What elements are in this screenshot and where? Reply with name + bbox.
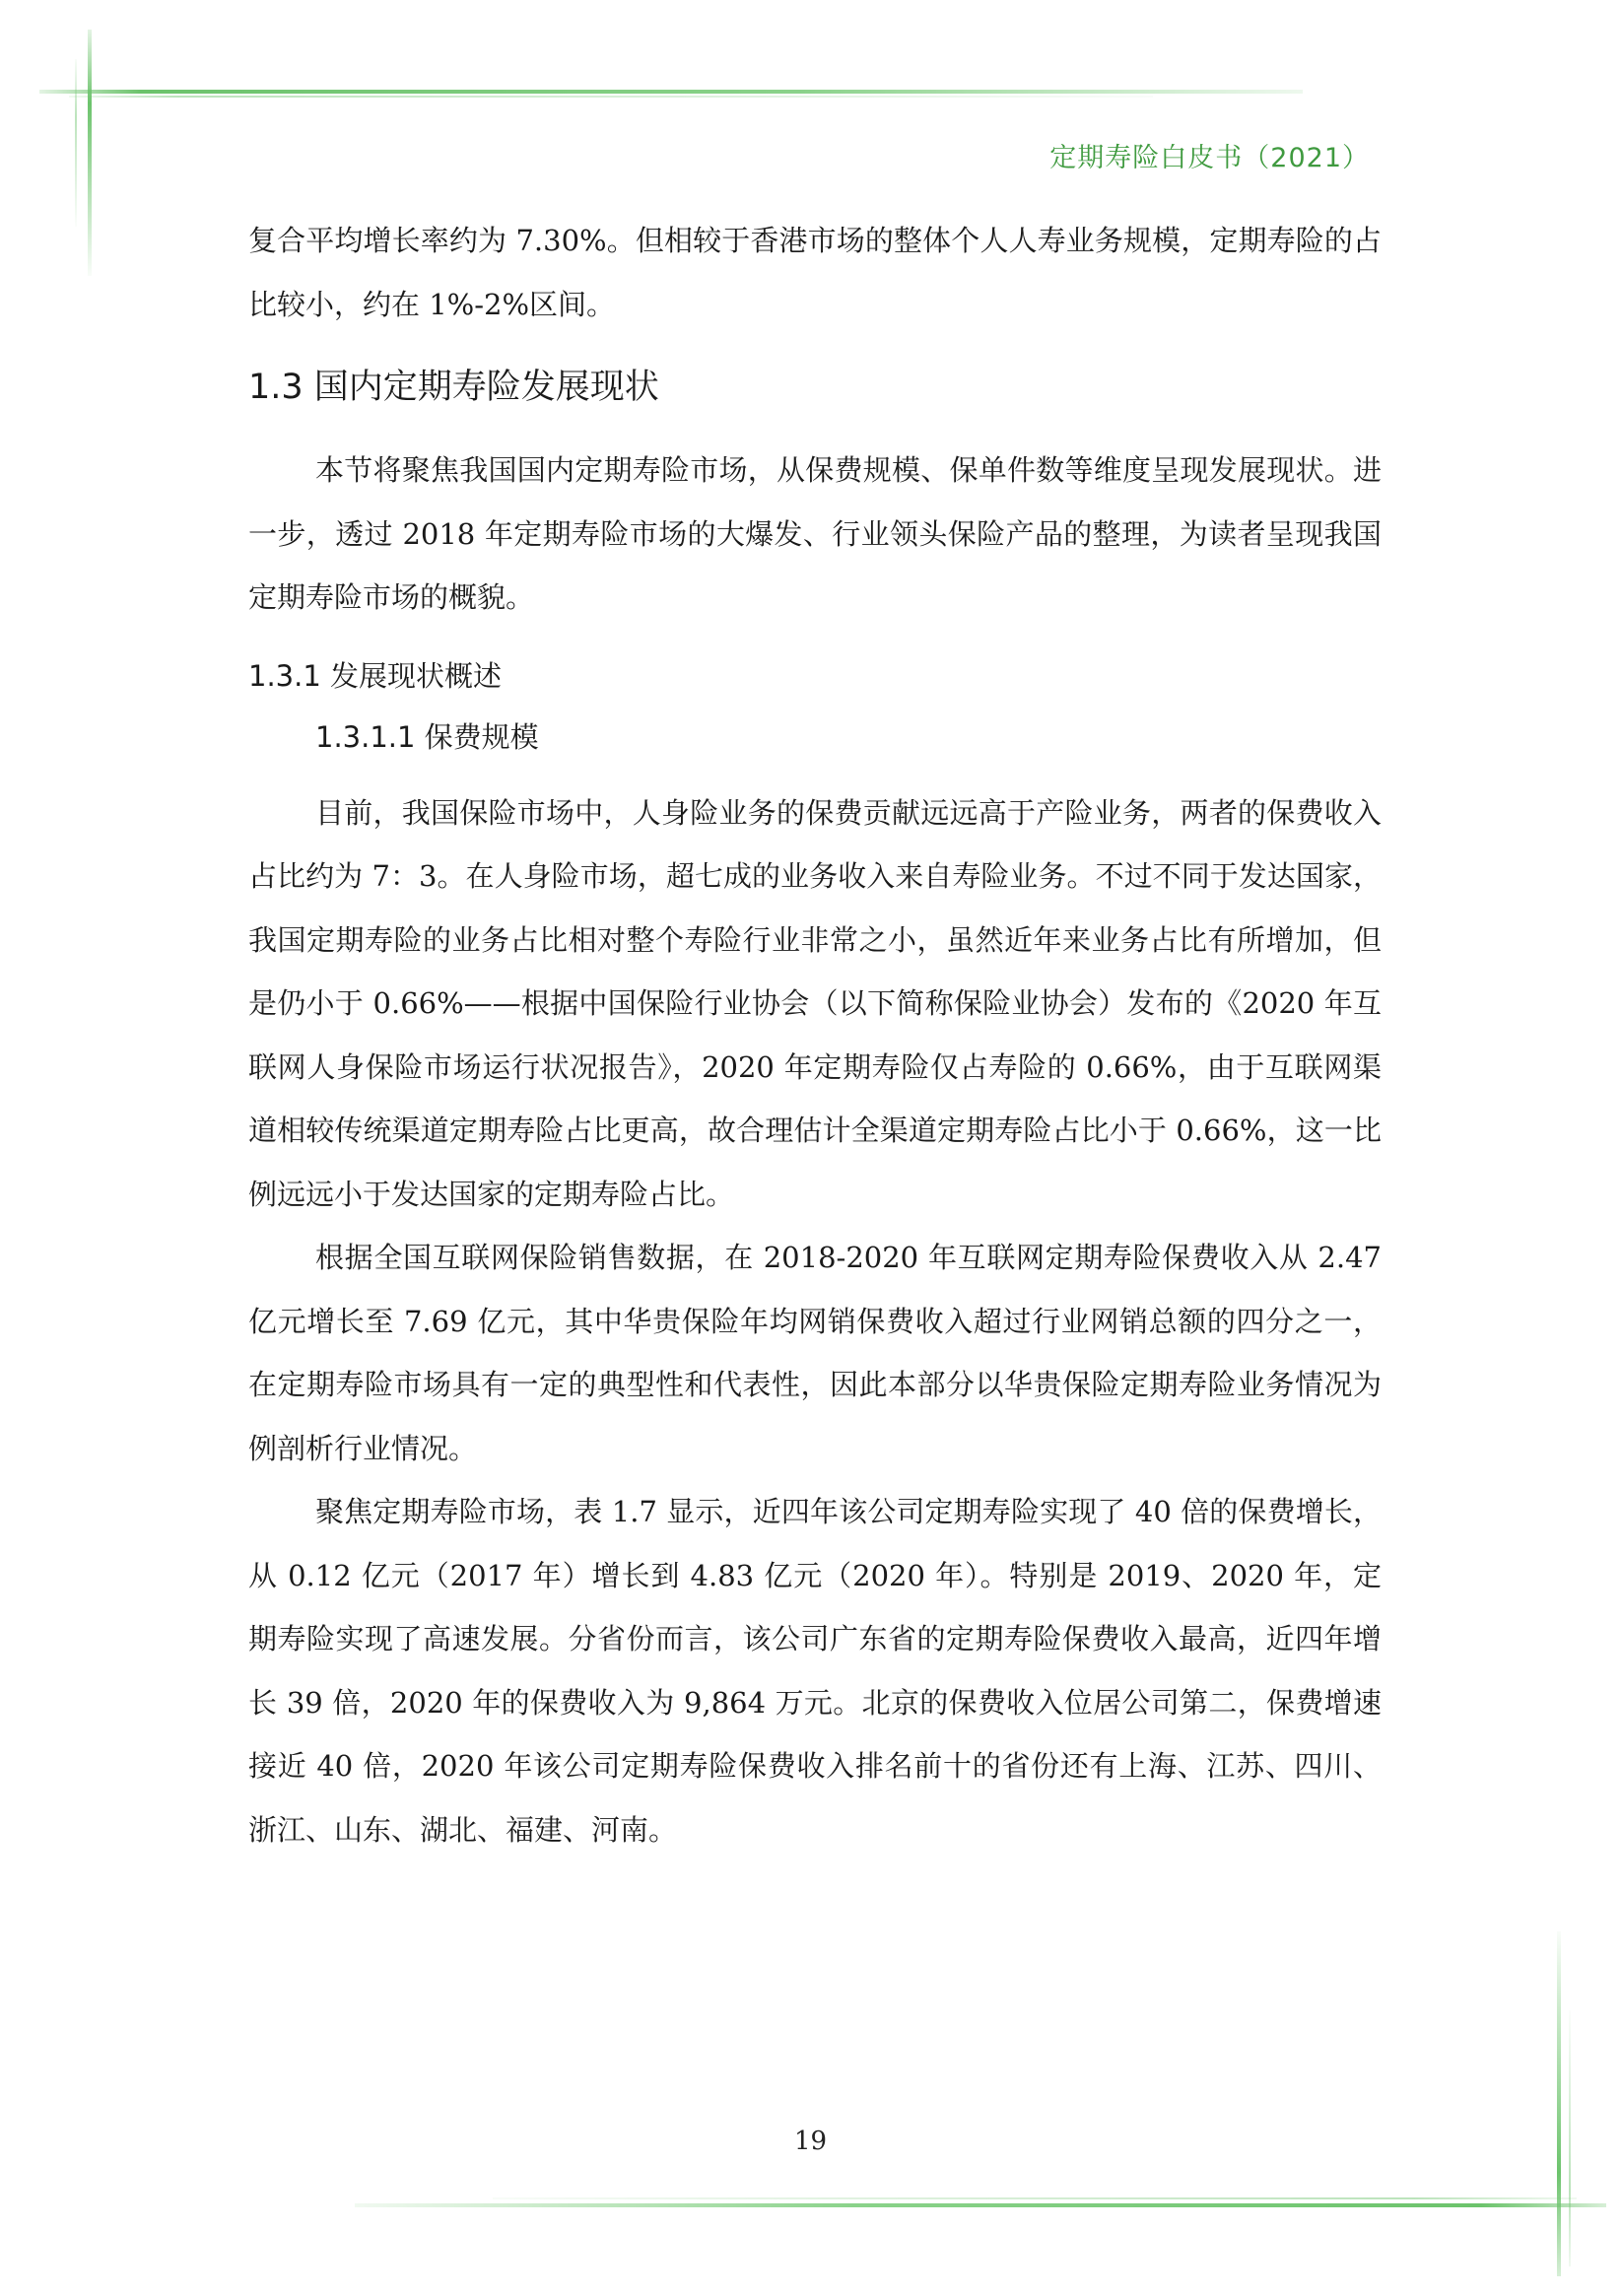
top-decorative-line	[39, 90, 1303, 94]
left-decorative-line-thin	[75, 59, 77, 227]
intro-paragraph: 复合平均增长率约为 7.30%。但相较于香港市场的整体个人人寿业务规模，定期寿险的占比较小，约在 1%-2%区间。	[248, 224, 1382, 321]
subsection-heading: 1.3.1 发展现状概述	[248, 658, 503, 693]
left-decorative-line	[88, 30, 92, 276]
body-paragraph: 目前，我国保险市场中，人身险业务的保费贡献远远高于产险业务，两者的保费收入占比约为 7：3。在人身险市场，超七成的业务收入来自寿险业务。不过不同于发达国家，我国定期寿险的业务占比相对整个寿险行业非常之小，虽然近年来业务占比有所增加，但是仍小于 0.66%——根据中国保险行业协会（以下简称保险业协会）发布的《2020 年互联网人身保险市场运行状况报告》，2020 年定期寿险仅占寿险的 0.66%，由于互联网渠道相较传统渠道定期寿险占比更高，故合理估计全渠道定期寿险占比小于 0.66%，这一比例远远小于发达国家的定期寿险占比。	[248, 795, 1382, 1211]
right-decorative-line	[1557, 1931, 1561, 2276]
body-paragraph: 根据全国互联网保险销售数据，在 2018-2020 年互联网定期寿险保费收入从 2.47 亿元增长至 7.69 亿元，其中华贵保险年均网销保费收入超过行业网销总额的四分之一，在定期寿险市场具有一定的典型性和代表性，因此本部分以华贵保险定期寿险业务情况为例剖析行业情况。	[248, 1241, 1382, 1465]
page-number: 19	[793, 2127, 828, 2156]
subsubsection-heading: 1.3.1.1 保费规模	[315, 719, 539, 754]
bottom-decorative-line	[355, 2203, 1606, 2207]
top-decorative-line-thin	[69, 96, 1153, 98]
body-paragraph: 聚焦定期寿险市场，表 1.7 显示，近四年该公司定期寿险实现了 40 倍的保费增长，从 0.12 亿元（2017 年）增长到 4.83 亿元（2020 年）。特别是 2019、2020 年，定期寿险实现了高速发展。分省份而言，该公司广东省的定期寿险保费收入最高，近四年增长 39 倍，2020 年的保费收入为 9,864 万元。北京的保费收入位居公司第二，保费增速接近 40 倍，2020 年该公司定期寿险保费收入排名前十的省份还有上海、江苏、四川、浙江、山东、湖北、福建、河南。	[248, 1495, 1382, 1847]
section-intro-paragraph: 本节将聚焦我国国内定期寿险市场，从保费规模、保单件数等维度呈现发展现状。进一步，透过 2018 年定期寿险市场的大爆发、行业领头保险产品的整理，为读者呈现我国定期寿险市场的概貌。	[248, 453, 1382, 614]
page-content	[248, 209, 1382, 1861]
section-heading: 1.3 国内定期寿险发展现状	[248, 368, 659, 407]
bottom-decorative-line-thin	[493, 2197, 1577, 2199]
running-header: 定期寿险白皮书（2021）	[1049, 143, 1370, 173]
